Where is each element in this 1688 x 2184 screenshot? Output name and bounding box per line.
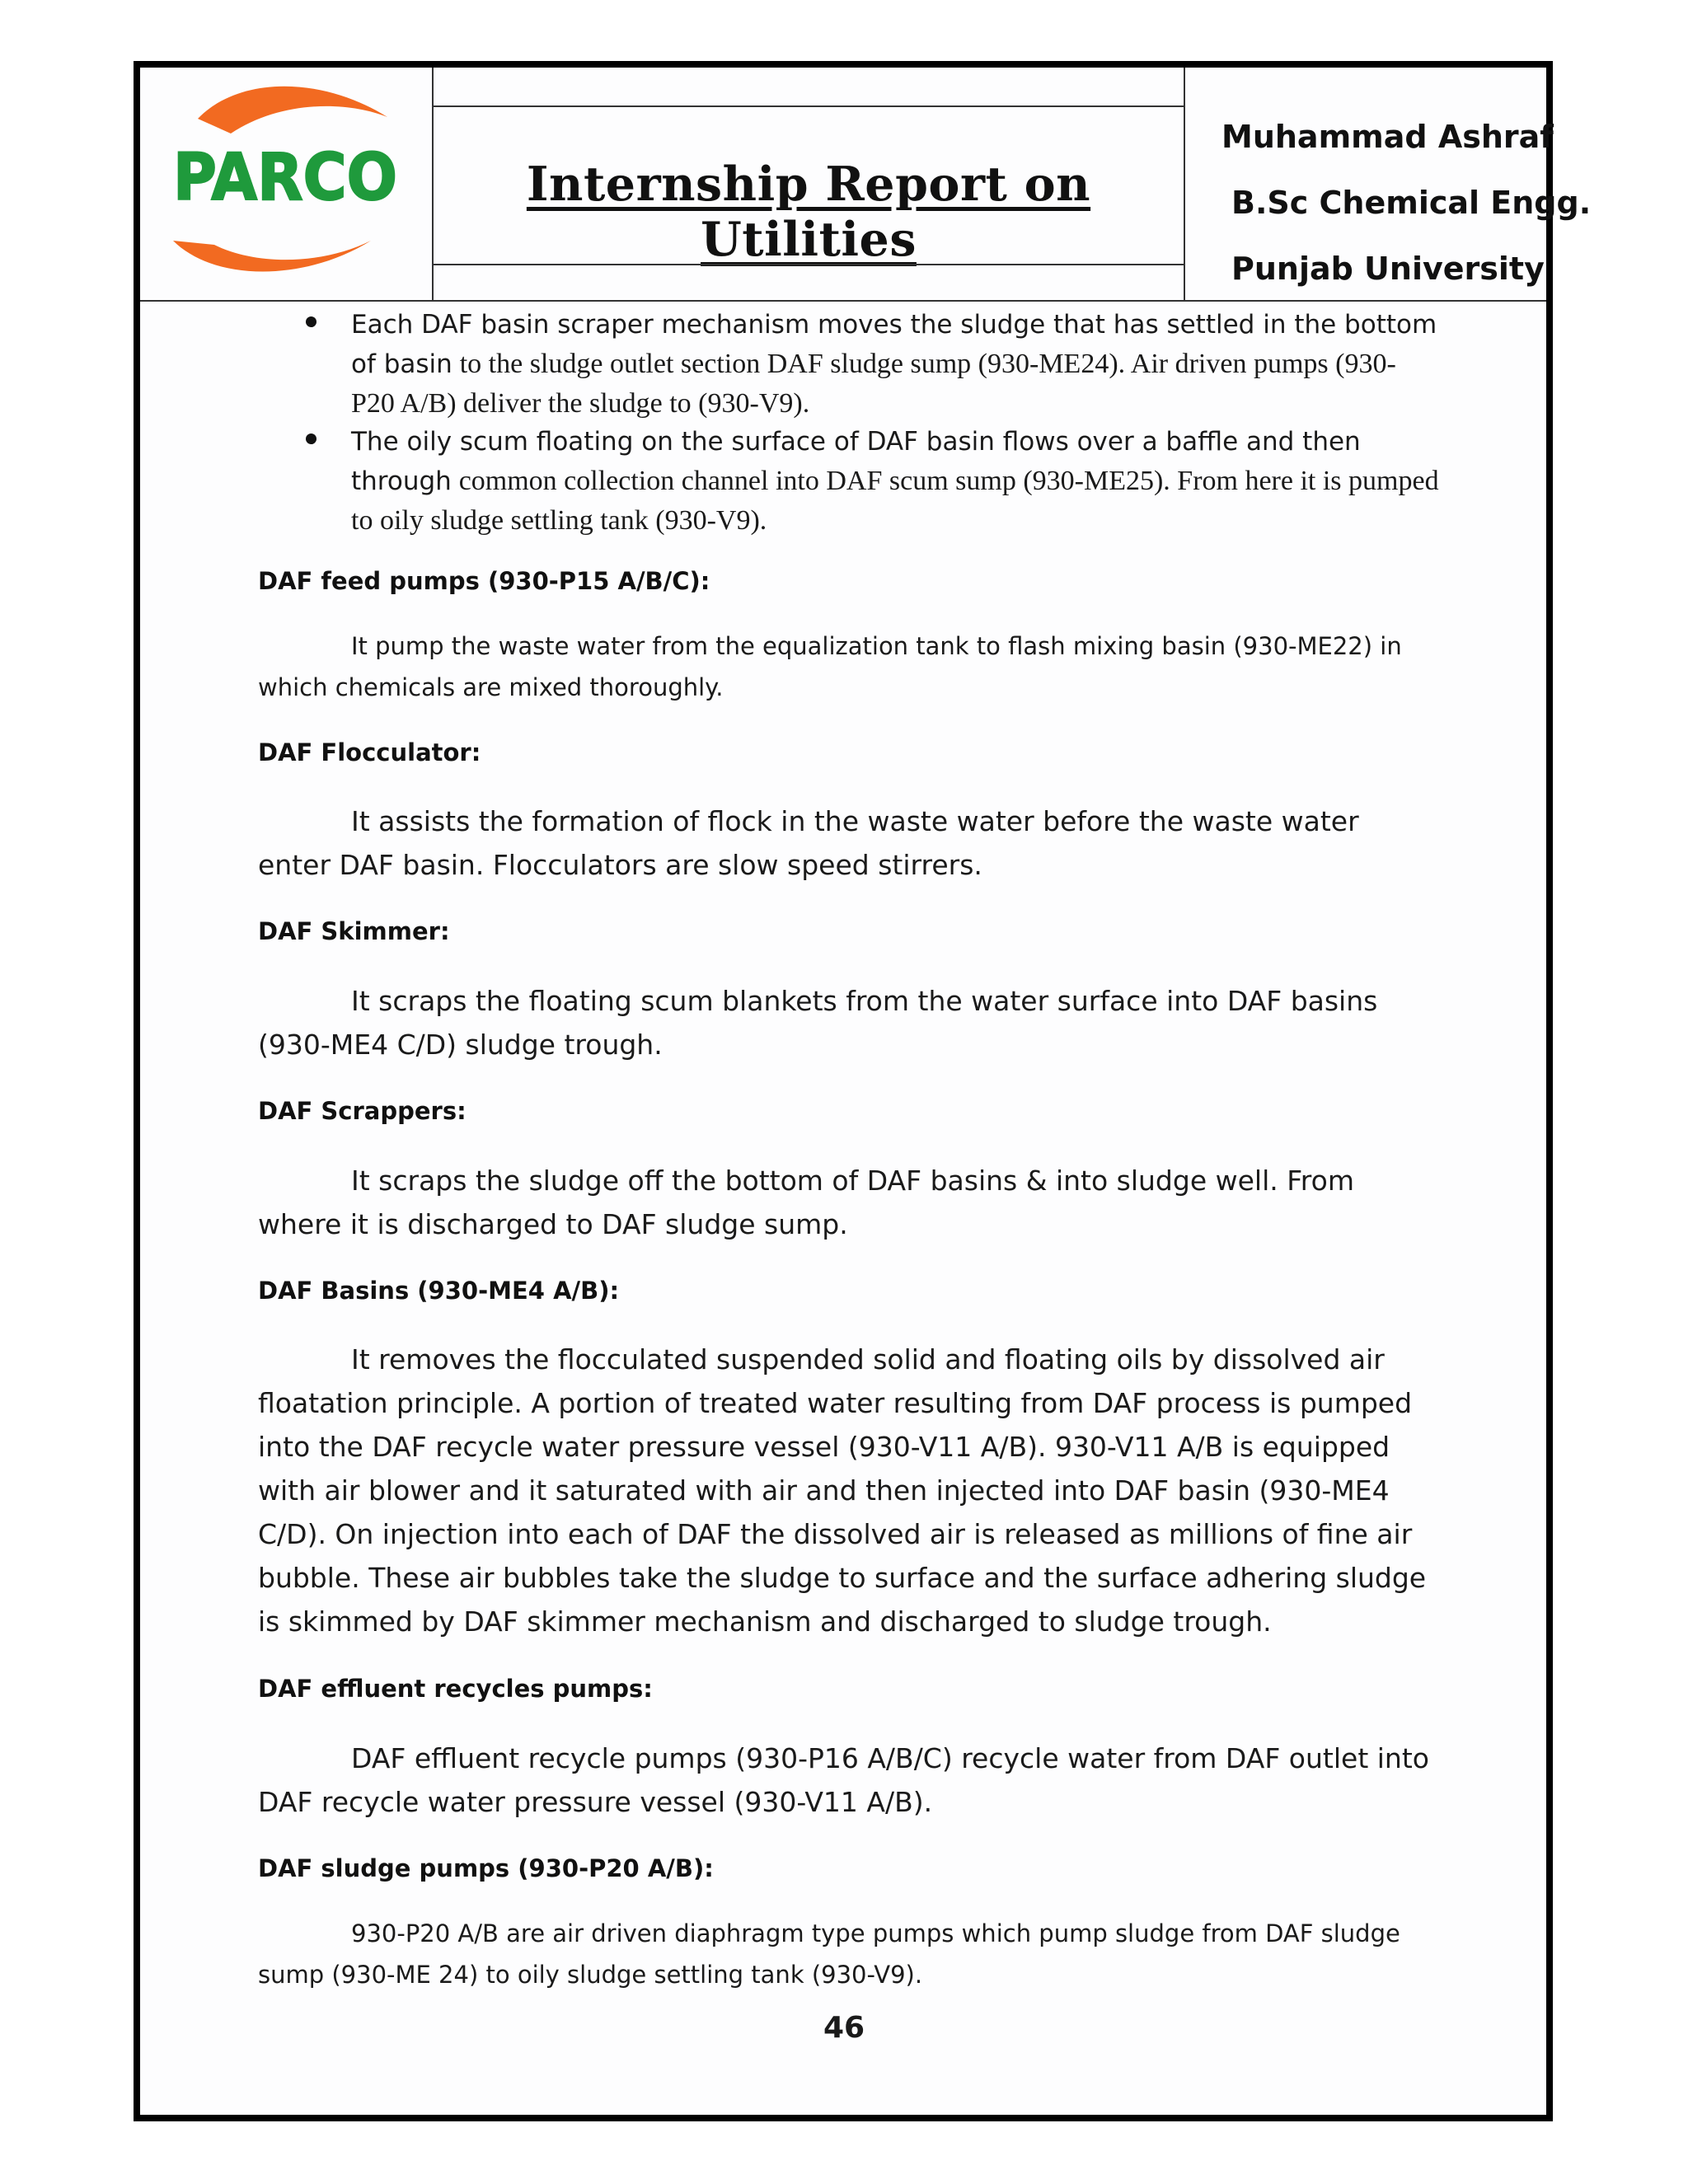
author-degree: B.Sc Chemical Engg. <box>1231 185 1592 221</box>
section-heading: DAF Skimmer: <box>258 917 450 945</box>
bullet-icon <box>306 316 316 327</box>
section-body-text: It pump the waste water from the equalization tank to flash mixing basin (930-ME22) in which chemicals are mixed thoroughly. <box>258 632 1402 701</box>
bullet-lead-text: The oily scum floating on the surface of DAF basin flows over a baffle and then through <box>351 427 1361 496</box>
section-body <box>258 1338 1437 1643</box>
report-title: Internship Report on Utilities <box>526 157 1091 267</box>
section-heading: DAF sludge pumps (930-P20 A/B): <box>258 1854 714 1882</box>
bullet-rest-text: to the sludge outlet section DAF sludge sump (930-ME24). Air driven pumps (930-P20 A/B) deliver the sludge to (930-V9). <box>351 349 1396 419</box>
section-body <box>258 626 1437 708</box>
section-body-text: It scraps the sludge off the bottom of DAF basins & into sludge well. From where it is discharged to DAF sludge sump. <box>258 1165 1354 1240</box>
bullet-rest-text: common collection channel into DAF scum sump (930-ME25). From here it is pumped to oily sludge settling tank (930-V9). <box>351 466 1439 536</box>
page-number: 46 <box>823 2011 865 2045</box>
section-body-text: It assists the formation of flock in the waste water before the waste water enter DAF basin. Flocculators are slow speed stirrers. <box>258 805 1359 881</box>
author-university: Punjab University <box>1231 251 1545 287</box>
section-body-text: 930-P20 A/B are air driven diaphragm type pumps which pump sludge from DAF sludge sump (930-ME 24) to oily sludge settling tank (930-V9). <box>258 1919 1400 1989</box>
section-body <box>258 1736 1437 1824</box>
bullet-icon <box>306 434 316 444</box>
section-body-text: It scraps the floating scum blankets from the water surface into DAF basins (930-ME4 C/D) sludge trough. <box>258 985 1378 1061</box>
section-body <box>258 1913 1437 1995</box>
logo-cell <box>140 68 434 300</box>
logo-wordmark: PARCO <box>173 141 397 215</box>
title-cell <box>434 68 1185 300</box>
logo-swoosh-bottom <box>173 241 371 272</box>
parco-logo <box>140 68 434 300</box>
section-body <box>258 799 1437 887</box>
author-name: Muhammad Ashraf <box>1221 119 1554 155</box>
logo-swoosh-top <box>198 87 387 134</box>
section-heading: DAF feed pumps (930-P15 A/B/C): <box>258 567 710 595</box>
section-body <box>258 1159 1437 1246</box>
section-heading: DAF Basins (930-ME4 A/B): <box>258 1277 620 1305</box>
section-body <box>258 979 1437 1066</box>
bullet-lead-text: Each DAF basin scraper mechanism moves the sludge that has settled in the bottom of basin <box>351 310 1437 379</box>
section-heading: DAF Scrappers: <box>258 1097 467 1125</box>
section-body-text: It removes the flocculated suspended solid and floating oils by dissolved air floatation principle. A portion of treated water resulting from DAF process is pumped into the DAF recycle water pressure vessel (930-V11 A/B). 930-V11 A/B is equipped with air blower and it saturated with air and then injected into DAF basin (930-ME4 C/D). On injection into each of DAF the dissolved air is released as millions of fine air bubble. These air bubbles take the sludge to surface and the surface adhering sludge is skimmed by DAF skimmer mechanism and discharged to sludge trough. <box>258 1343 1427 1638</box>
section-heading: DAF Flocculator: <box>258 738 481 766</box>
report-header <box>140 68 1592 302</box>
section-body-text: DAF effluent recycle pumps (930-P16 A/B/C) recycle water from DAF outlet into DAF recycle water pressure vessel (930-V11 A/B). <box>258 1742 1429 1818</box>
section-heading: DAF effluent recycles pumps: <box>258 1675 653 1703</box>
author-cell <box>1185 68 1592 300</box>
